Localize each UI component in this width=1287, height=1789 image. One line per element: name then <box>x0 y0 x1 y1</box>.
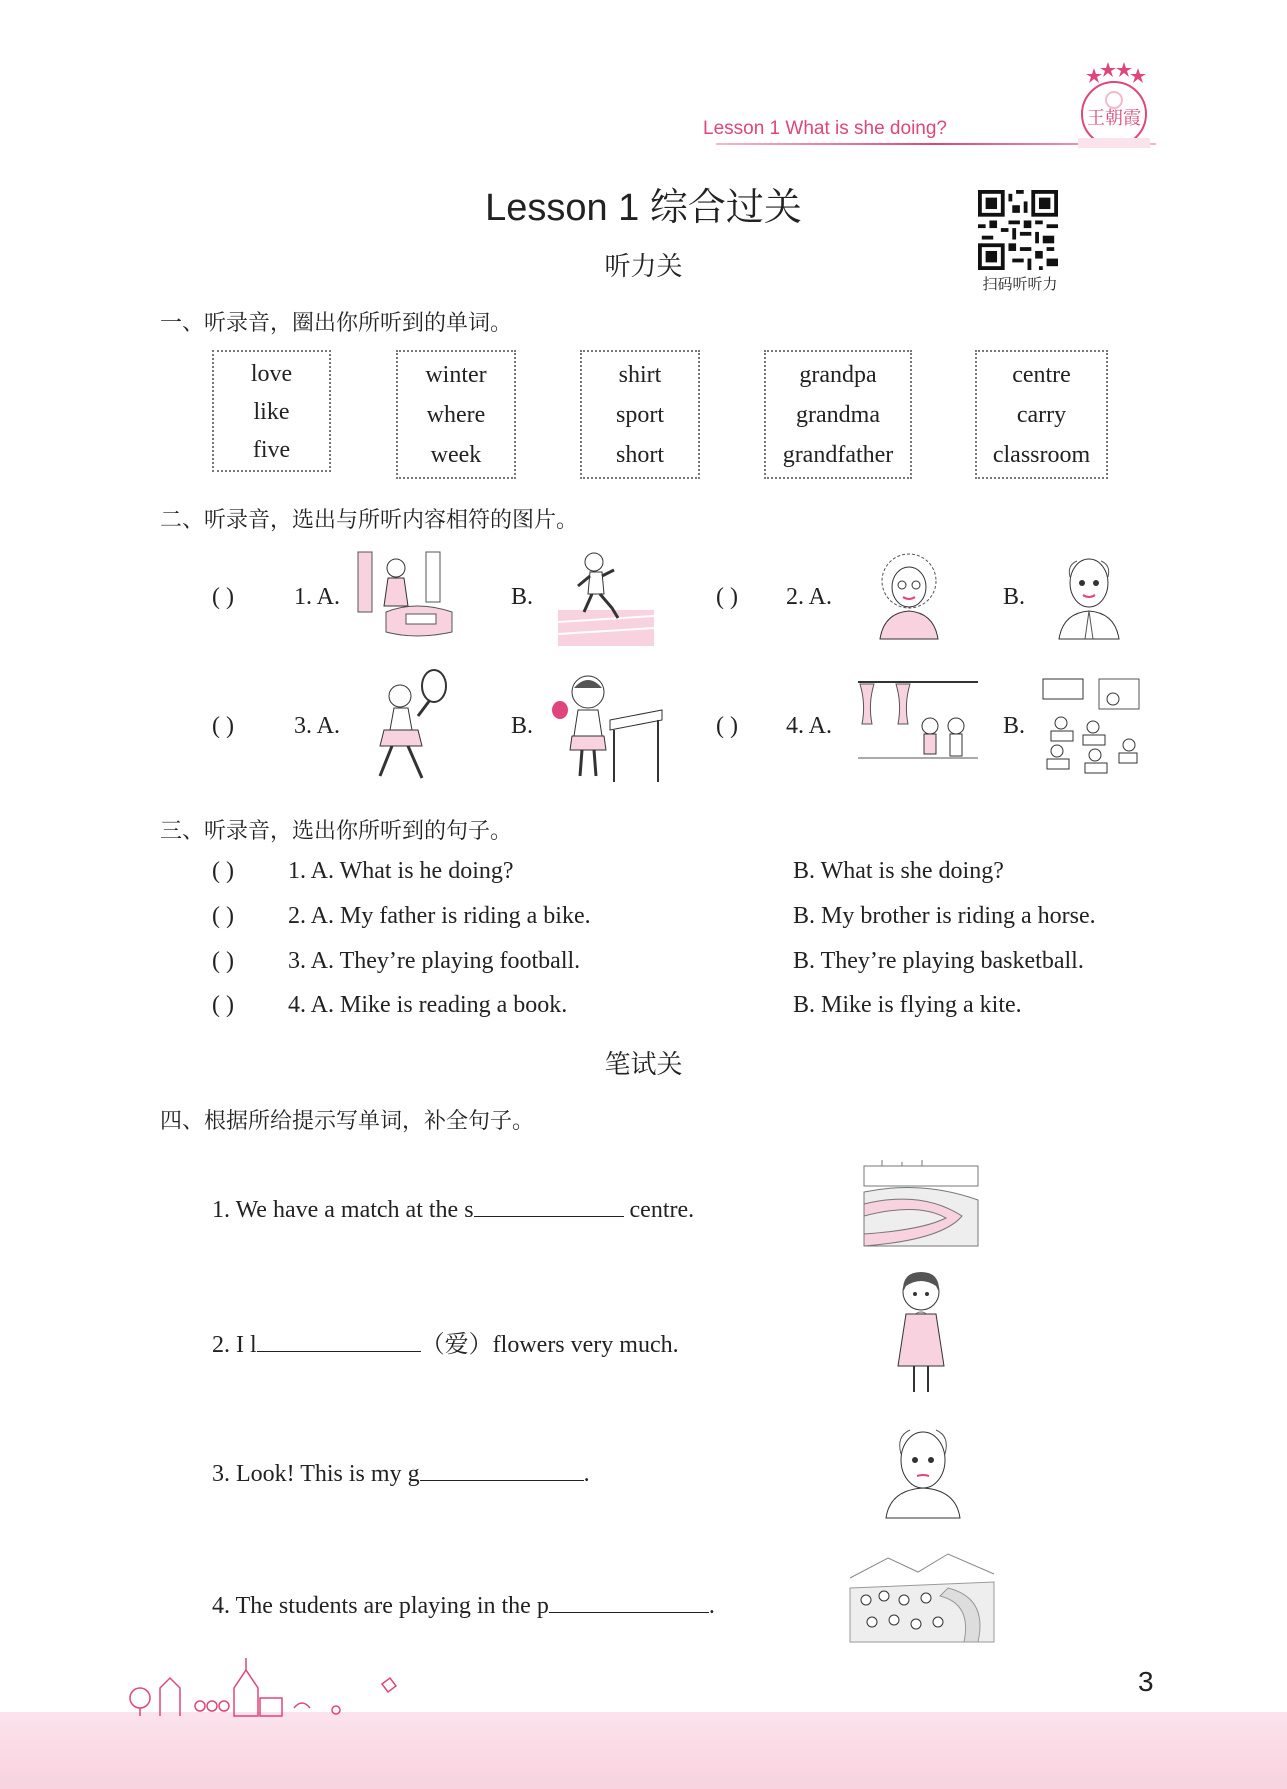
word-group-3 <box>580 350 700 479</box>
option-b-label: B. <box>1003 713 1026 739</box>
section4-title: 四、根据所给提示写单词，补全句子。 <box>160 1108 535 1133</box>
sentence-end: centre. <box>623 1197 695 1223</box>
answer-paren[interactable]: ( ) <box>212 992 234 1018</box>
word-option[interactable]: grandfather <box>782 442 894 468</box>
girl-playing-ping-pong-icon[interactable] <box>548 670 666 784</box>
word-option[interactable]: classroom <box>992 442 1091 468</box>
sentence-option-b[interactable]: B. They’re playing basketball. <box>793 948 1084 974</box>
sentence-end: （爱）flowers very much. <box>420 1332 679 1358</box>
question-number: 1. A. <box>294 584 341 610</box>
sports-stadium-icon[interactable] <box>862 1160 980 1248</box>
grandpa-icon[interactable] <box>880 1424 966 1520</box>
word-option[interactable]: where <box>426 402 486 428</box>
page-title: Lesson 1 综合过关 <box>485 187 802 229</box>
sentence-end: . <box>583 1461 590 1487</box>
boy-running-icon[interactable] <box>556 550 656 648</box>
grandma-icon[interactable] <box>872 551 946 641</box>
question-number: 3. A. <box>294 713 341 739</box>
word-group-1 <box>212 350 331 472</box>
section2-title: 二、听录音，选出与所听内容相符的图片。 <box>160 507 579 532</box>
word-option[interactable]: sport <box>616 402 664 428</box>
word-option[interactable]: carry <box>1016 402 1067 428</box>
answer-paren[interactable]: ( ) <box>212 903 234 929</box>
answer-paren[interactable]: ( ) <box>212 584 234 610</box>
sentence-option-a[interactable]: 3. A. They’re playing football. <box>288 948 581 974</box>
answer-paren[interactable]: ( ) <box>212 948 234 974</box>
writing-section-heading: 笔试关 <box>604 1049 683 1079</box>
fill-sentence-1 <box>212 1192 694 1224</box>
fill-sentence-4 <box>212 1588 715 1620</box>
answer-paren[interactable]: ( ) <box>716 584 738 610</box>
decorative-houses-icon <box>120 1648 400 1718</box>
fill-sentence-3 <box>212 1456 590 1488</box>
option-b-label: B. <box>1003 584 1026 610</box>
sentence-option-b[interactable]: B. Mike is flying a kite. <box>793 992 1022 1018</box>
students-in-classroom-icon[interactable] <box>1037 675 1141 779</box>
word-group-5 <box>975 350 1108 479</box>
running-head: Lesson 1 What is she doing? <box>703 118 947 139</box>
answer-paren[interactable]: ( ) <box>212 713 234 739</box>
fill-sentence-2 <box>212 1324 679 1359</box>
girl-playing-tennis-icon[interactable] <box>360 666 454 786</box>
question-number: 2. A. <box>786 584 833 610</box>
sentence-option-a[interactable]: 1. A. What is he doing? <box>288 858 514 884</box>
qr-code-icon[interactable] <box>978 190 1058 270</box>
word-option[interactable]: shirt <box>618 362 662 388</box>
answer-blank[interactable] <box>549 1588 709 1613</box>
svg-text:王朝霞: 王朝霞 <box>1087 108 1141 129</box>
word-group-4 <box>764 350 912 479</box>
word-option[interactable]: short <box>616 442 664 468</box>
answer-paren[interactable]: ( ) <box>716 713 738 739</box>
sentence-option-a[interactable]: 4. A. Mike is reading a book. <box>288 992 568 1018</box>
page-number: 3 <box>1138 1666 1154 1697</box>
listening-section-heading: 听力关 <box>604 251 683 281</box>
option-b-label: B. <box>511 713 534 739</box>
sentence-start: 4. The students are playing in the p <box>212 1593 549 1619</box>
children-in-park-icon[interactable] <box>848 1548 996 1644</box>
word-option[interactable]: like <box>253 399 290 425</box>
answer-blank[interactable] <box>420 1456 584 1481</box>
question-number: 4. A. <box>786 713 833 739</box>
answer-blank[interactable] <box>474 1192 624 1217</box>
word-option[interactable]: centre <box>1012 362 1071 388</box>
sentence-option-a[interactable]: 2. A. My father is riding a bike. <box>288 903 591 929</box>
sentence-start: 1. We have a match at the s <box>212 1197 474 1223</box>
answer-paren[interactable]: ( ) <box>212 858 234 884</box>
section3-title: 三、听录音，选出你所听到的句子。 <box>160 818 513 843</box>
children-on-stage-icon[interactable] <box>856 680 980 770</box>
girl-holding-flowers-icon[interactable] <box>892 1270 950 1398</box>
word-option[interactable]: love <box>250 361 293 387</box>
word-option[interactable]: week <box>430 442 482 468</box>
word-option[interactable]: grandma <box>796 402 880 428</box>
sentence-option-b[interactable]: B. My brother is riding a horse. <box>793 903 1096 929</box>
option-b-label: B. <box>511 584 534 610</box>
footer-band <box>0 1712 1287 1789</box>
sentence-start: 2. I l <box>212 1332 257 1358</box>
section1-title: 一、听录音，圈出你所听到的单词。 <box>160 310 513 335</box>
word-option[interactable]: five <box>252 437 291 463</box>
word-option[interactable]: grandpa <box>799 362 877 388</box>
answer-blank[interactable] <box>257 1327 421 1352</box>
grandpa-icon[interactable] <box>1053 551 1125 641</box>
word-group-2 <box>396 350 516 479</box>
girl-cleaning-bedroom-icon[interactable] <box>356 548 456 644</box>
sentence-start: 3. Look! This is my g <box>212 1461 420 1487</box>
qr-caption: 扫码听听力 <box>982 276 1058 293</box>
sentence-option-b[interactable]: B. What is she doing? <box>793 858 1004 884</box>
word-option[interactable]: winter <box>425 362 487 388</box>
publisher-logo-icon <box>1072 62 1156 152</box>
sentence-end: . <box>708 1593 715 1619</box>
